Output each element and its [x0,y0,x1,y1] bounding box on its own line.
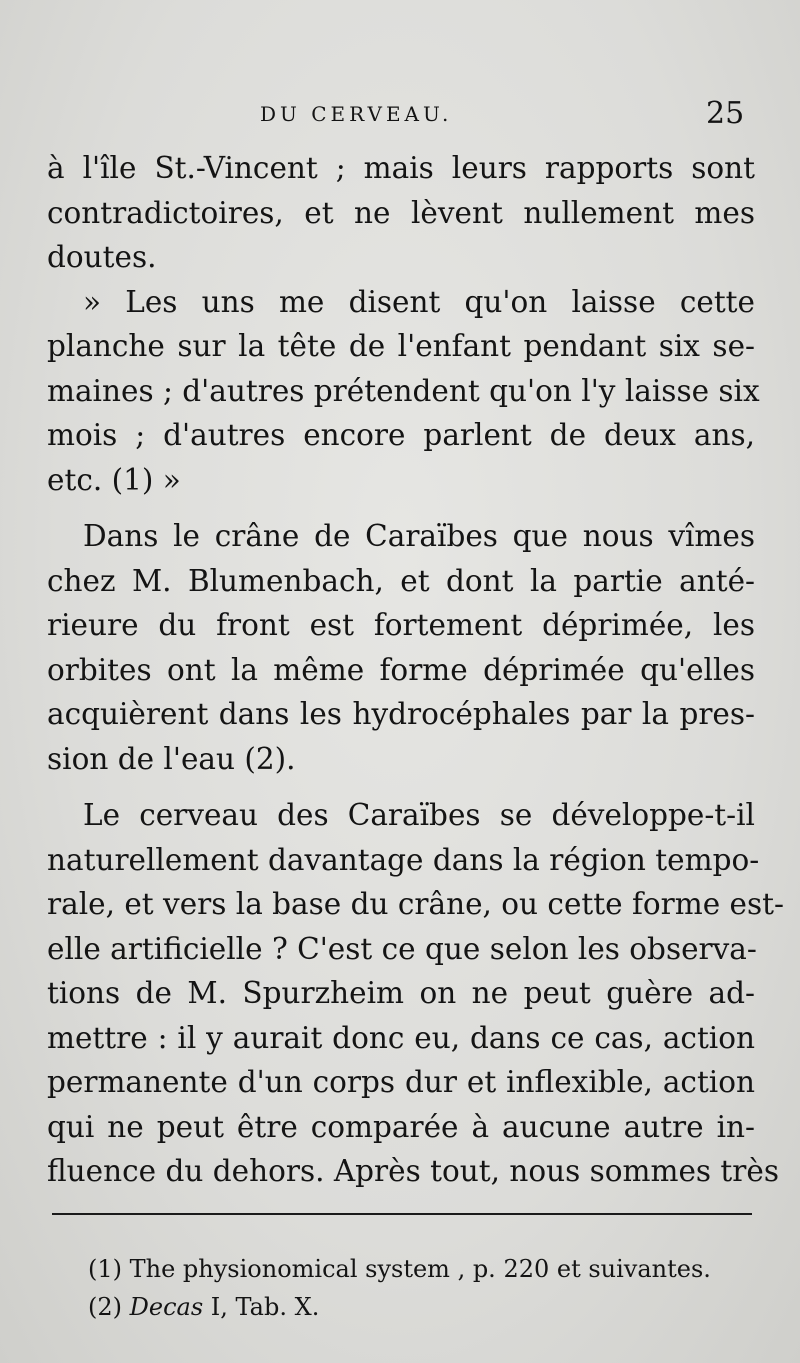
text-line: permanente d'un corps dur et inflexible, action [47,1065,755,1099]
footnote-2 [88,1288,758,1326]
footnote-1: (1) The physionomical system , p. 220 et suivantes. [88,1255,711,1283]
text-line: à l'île St.-Vincent ; mais leurs rapports sont [47,151,755,185]
text-line: tions de M. Spurzheim on ne peut guère ad- [47,976,755,1010]
footnote-2-reference: I, Tab. X. [210,1293,320,1321]
text-line: acquièrent dans les hydrocéphales par la pres- [47,697,755,731]
text-line: rieure du front est fortement déprimée, les [47,608,755,642]
paragraph-gap [47,781,755,793]
text-line: sion de l'eau (2). [47,741,296,776]
paragraph-caraibes-brain [47,793,784,1194]
text-line: mois ; d'autres encore parlent de deux ans, [47,418,755,452]
text-line: contradictoires, et ne lèvent nullement mes [47,195,755,230]
paragraph-caraibes-skull [47,514,755,781]
footnote-2-mark: (2) [88,1293,122,1321]
body-text [47,146,784,1194]
text-line: naturellement davantage dans la région tempo- [47,842,760,877]
text-line: rale, et vers la base du crâne, ou cette forme est- [47,887,784,921]
text-line: maines ; d'autres prétendent qu'on l'y laisse six [47,373,760,408]
paragraph-quote [47,280,760,503]
text-line: chez M. Blumenbach, et dont la partie anté- [47,563,755,598]
text-line: elle artificielle ? C'est ce que selon les observa- [47,931,757,966]
page-number: 25 [706,96,745,131]
text-line: orbites ont la même forme déprimée qu'elles [47,652,755,687]
paragraph-gap [47,502,755,514]
text-line: qui ne peut être comparée à aucune autre in- [47,1109,755,1144]
text-line: Dans le crâne de Caraïbes que nous vîmes [83,519,755,553]
paragraph-continuation [47,146,755,280]
page-header [0,98,800,138]
text-line: doutes. [47,240,157,274]
footnotes [88,1250,758,1326]
text-line: fluence du dehors. Après tout, nous sommes très [47,1154,779,1188]
footnote-2-work: Decas [129,1293,204,1321]
text-line: etc. (1) » [47,462,181,497]
text-line: » Les uns me disent qu'on laisse cette [83,284,755,319]
running-head: DU CERVEAU. [260,102,453,126]
text-line: Le cerveau des Caraïbes se développe-t-il [83,798,755,832]
text-line: planche sur la tête de l'enfant pendant six se- [47,329,755,363]
footnote-rule [52,1213,752,1215]
text-line: mettre : il y aurait donc eu, dans ce cas, action [47,1020,755,1055]
